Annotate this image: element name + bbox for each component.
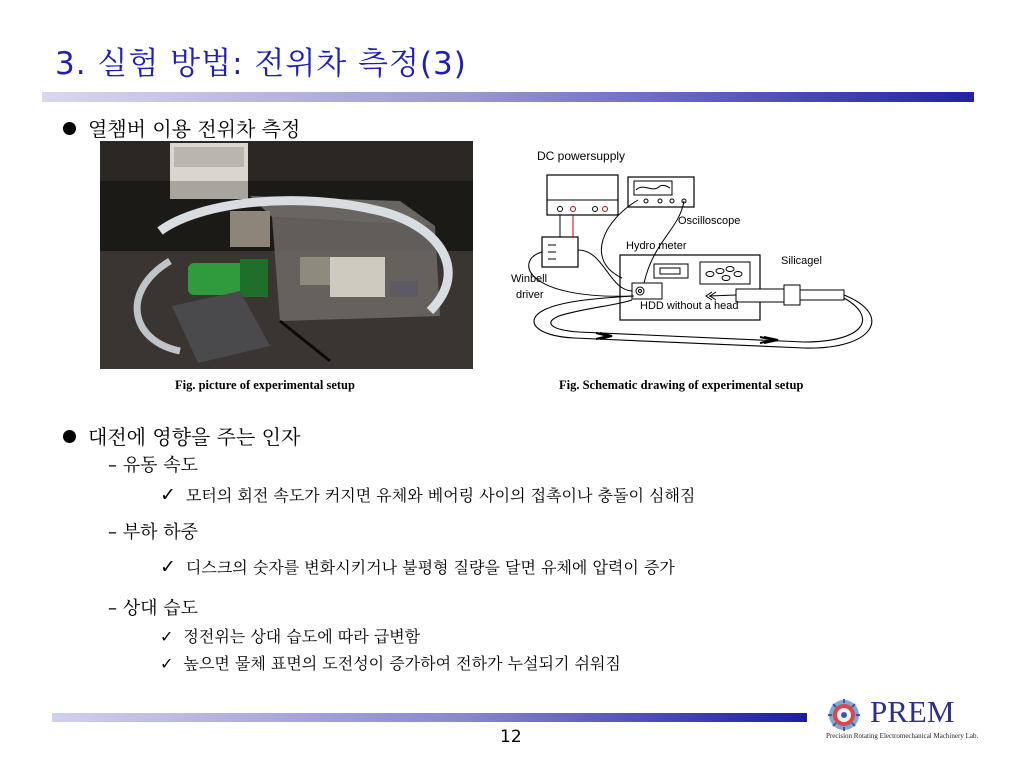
section-heading-factors-text: 대전에 영향을 주는 인자: [88, 425, 301, 449]
factor-load-label: 부하 하중: [122, 522, 199, 543]
checkmark-icon: ✓: [160, 484, 176, 506]
bullet-icon: [63, 430, 76, 443]
gear-icon: [826, 698, 866, 732]
detail-load-text: 디스크의 숫자를 변화시키거나 불평형 질량을 달면 유체에 압력이 증가: [185, 558, 675, 577]
section-heading-chamber: [63, 113, 300, 142]
logo-name: PREM: [870, 694, 955, 729]
detail-load: [160, 555, 675, 578]
checkmark-icon: ✓: [160, 654, 174, 673]
logo-subtitle: Precision Rotating Electromechanical Machinery Lab.: [826, 732, 979, 740]
detail-humidity-2-text: 높으면 물체 표면의 도전성이 증가하여 전하가 누설되기 쉬워짐: [183, 654, 621, 673]
factor-flow-speed: [108, 451, 198, 477]
label-winbell: Winbell: [511, 273, 548, 285]
label-driver: driver: [516, 289, 544, 301]
experiment-photo: [100, 141, 473, 369]
factor-humidity-label: 상대 습도: [122, 598, 199, 619]
photo-caption: Fig. picture of experimental setup: [175, 378, 355, 392]
label-dc-powersupply: DC powersupply: [537, 149, 626, 163]
bullet-icon: [63, 122, 76, 135]
dash-icon: –: [108, 522, 123, 543]
prem-logo: [826, 694, 986, 746]
detail-humidity-2: [160, 651, 621, 674]
factor-flow-speed-label: 유동 속도: [122, 455, 199, 476]
page-number: 12: [500, 727, 522, 747]
section-heading-chamber-text: 열챔버 이용 전위차 측정: [88, 117, 301, 141]
dash-icon: –: [108, 598, 123, 619]
top-divider-bar: [42, 92, 974, 102]
bottom-divider-bar: [52, 713, 807, 722]
detail-flow-speed-text: 모터의 회전 속도가 커지면 유체와 베어링 사이의 접촉이나 충돌이 심해짐: [185, 486, 696, 505]
detail-humidity-1: [160, 624, 420, 647]
dash-icon: –: [108, 455, 123, 476]
schematic-diagram: [504, 140, 884, 370]
section-heading-factors: [63, 421, 300, 450]
label-hydro-meter: Hydro meter: [626, 240, 687, 252]
label-oscilloscope: Oscilloscope: [678, 215, 741, 227]
schematic-caption: Fig. Schematic drawing of experimental setup: [559, 378, 804, 392]
slide-title: 3. 실험 방법: 전위차 측정(3): [55, 46, 467, 82]
factor-load: [108, 518, 198, 544]
detail-humidity-1-text: 정전위는 상대 습도에 따라 급변함: [183, 627, 421, 646]
factor-humidity: [108, 594, 198, 620]
label-hdd: HDD without a head: [640, 300, 739, 312]
detail-flow-speed: [160, 483, 695, 506]
checkmark-icon: ✓: [160, 556, 176, 578]
checkmark-icon: ✓: [160, 627, 174, 646]
label-silicagel: Silicagel: [781, 255, 822, 267]
